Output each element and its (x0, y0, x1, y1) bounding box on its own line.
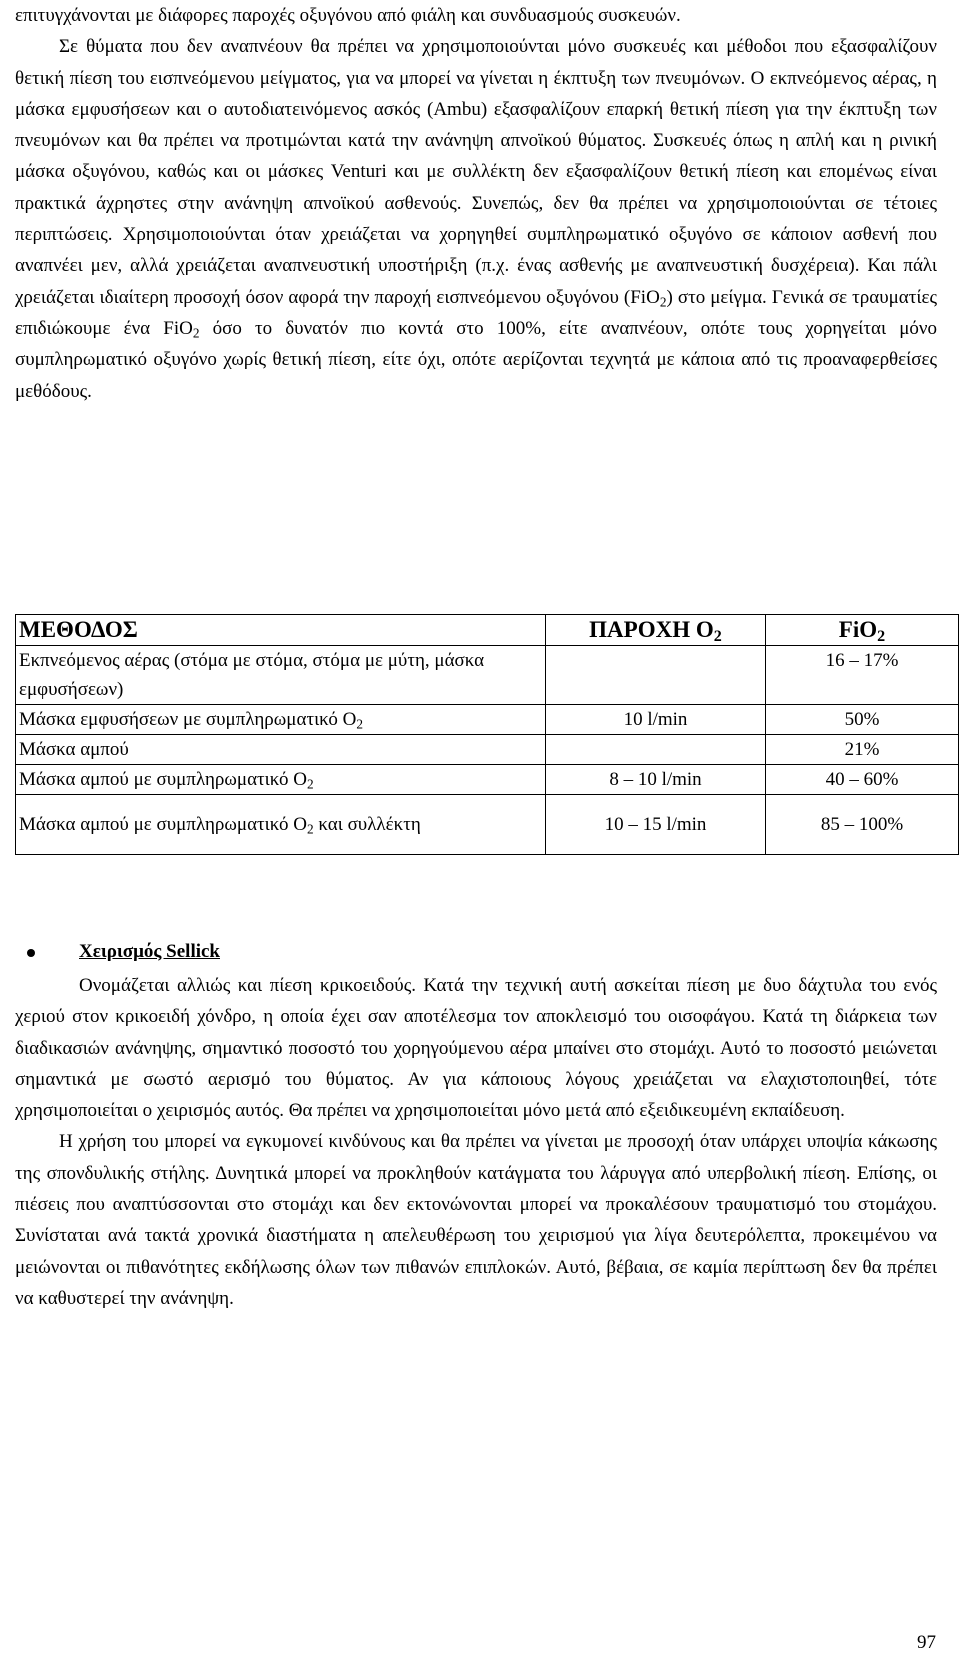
sellick-section (15, 936, 937, 1314)
cell-fio2: 40 – 60% (766, 765, 959, 795)
cell-flow (546, 735, 766, 765)
cell-flow (546, 646, 766, 705)
cell-method: Μάσκα εμφυσήσεων με συμπληρωματικό $O_2$ (16, 705, 546, 735)
table-row (16, 646, 959, 705)
header-flow: ΠΑΡΟΧΗ $O_2$ (546, 615, 766, 646)
subscript: 2 (192, 325, 200, 341)
cell-method: Μάσκα αμπού με συμπληρωματικό $O_2$ (16, 765, 546, 795)
table-row (16, 795, 959, 855)
table-row (16, 765, 959, 795)
cell-flow: 10 – 15 l/min (546, 795, 766, 855)
cell-fio2: 16 – 17% (766, 646, 959, 705)
bullet-icon (27, 949, 35, 957)
cell-method: Μάσκα αμπού (16, 735, 546, 765)
table-header-row (16, 615, 959, 646)
paragraph-text: ) στο μείγμα. Γενικά σε τραυματίες επιδιώκουμε ένα FiO (15, 286, 937, 339)
table-row (16, 735, 959, 765)
cell-fio2: 21% (766, 735, 959, 765)
paragraph-sellick-definition: Ονομάζεται αλλιώς και πίεση κρικοειδούς. Κατά την τεχνική αυτή ασκείται πίεση με δυο δάχτυλα του ενός χεριού στον κρικοειδή χόνδρο, η οποία έχει σαν αποτέλεσμα τον αποκλεισμό του οισοφάγου. Κατά τη διάρκεια των διαδικασιών ανάνηψης, σημαντικό ποσοστό του χορηγούμενου αέρα μπαίνει στο στομάχι. Αυτό το ποσοστό μειώνεται σημαντικά με σωστό αερισμό του θύματος. Αν για κάποιους λόγους χρειάζεται να ελαχιστοποιηθεί, τότε χρησιμοποιείται ο χειρισμός αυτός. Θα πρέπει να χρησιμοποιείται μόνο μετά από εξειδικευμένη εκπαίδευση. (15, 975, 937, 1122)
paragraph-positive-pressure (15, 31, 937, 407)
oxygen-methods-table (15, 614, 937, 855)
cell-fio2: 85 – 100% (766, 795, 959, 855)
section-heading (15, 936, 937, 970)
page-body (15, 0, 937, 407)
paragraph-sellick-risks: Η χρήση του μπορεί να εγκυμονεί κινδύνους και θα πρέπει να γίνεται με προσοχή όταν υπάρχει υποψία κάκωσης της σπονδυλικής στήλης. Δυνητικά μπορεί να προκληθούν κατάγματα του λάρυγγα από υπερβολική πίεση. Επίσης, οι πιέσεις που αναπτύσσονται στο στομάχι και δεν εκτονώνονται μπορεί να προκαλέσουν τραυματισμό του στομάχου. Συνίσταται ανά τακτά χρονικά διαστήματα η απελευθέρωση του χειρισμού για λίγα δευτερόλεπτα, προκειμένου να μειώνονται οι πιθανότητες εκδήλωσης όλων των πιθανών επιπλοκών. Αυτό, βέβαια, σε καμία περίπτωση δεν θα πρέπει να καθυστερεί την ανάνηψη. (15, 1131, 937, 1309)
section-title: Χειρισμός Sellick (79, 941, 220, 962)
paragraph-continued: επιτυγχάνονται με διάφορες παροχές οξυγόνου από φιάλη και συνδυασμούς συσκευών. (15, 5, 681, 26)
paragraph-text: Σε θύματα που δεν αναπνέουν θα πρέπει να χρησιμοποιούνται μόνο συσκευές και μέθοδοι που εξασφαλίζουν θετική πίεση του εισπνεόμενου μείγματος, για να μπορεί να γίνεται η έκπτυξη των πνευμόνων. Ο εκπνεόμενος αέρας, η μάσκα εμφυσήσεων και ο αυτοδιατεινόμενος ασκός (Ambu) εξασφαλίζουν επαρκή θετική πίεση για την έκπτυξη των πνευμόνων και θα πρέπει να προτιμώνται κατά την ανάνηψη απνοϊκού θύματος. Συσκευές όπως η απλή και η ρινική μάσκα οξυγόνου, καθώς και οι μάσκες Venturi και με συλλέκτη δεν εξασφαλίζουν θετική πίεση και επομένως είναι πρακτικά άχρηστες στην ανάνηψη απνοϊκού ασθενούς. Συνεπώς, δεν θα πρέπει να χρησιμοποιούνται σε τέτοιες περιπτώσεις. Χρησιμοποιούνται όταν χρειάζεται να χορηγηθεί συμπληρωματικό οξυγόνο σε κάποιον ασθενή που αναπνέει μεν, αλλά χρειάζεται αναπνευστική υποστήριξη (π.χ. ένας ασθενής με αναπνευστική δυσχέρεια). Και πάλι χρειάζεται ιδιαίτερη προσοχή όσον αφορά την παροχή εισπνεόμενου οξυγόνου (FiO (15, 36, 937, 308)
header-method: ΜΕΘΟΔΟΣ (16, 615, 546, 646)
subscript: 2 (659, 293, 667, 309)
cell-flow: 10 l/min (546, 705, 766, 735)
header-fio2: FiO$_2$ (766, 615, 959, 646)
cell-flow: 8 – 10 l/min (546, 765, 766, 795)
page-number: 97 (917, 1632, 936, 1653)
cell-method: Εκπνεόμενος αέρας (στόμα με στόμα, στόμα με μύτη, μάσκα εμφυσήσεων) (16, 646, 546, 705)
paragraph-text: όσο το δυνατόν πιο κοντά στο 100%, είτε αναπνέουν, οπότε τους χορηγείται μόνο συμπληρωματικό οξυγόνο χωρίς θετική πίεση, είτε όχι, οπότε αερίζονται τεχνητά με κάποια από τις προαναφερθείσες μεθόδους. (15, 317, 938, 402)
cell-fio2: 50% (766, 705, 959, 735)
table-row (16, 705, 959, 735)
cell-method: Μάσκα αμπού με συμπληρωματικό $O_2$ και συλλέκτη (16, 795, 546, 855)
